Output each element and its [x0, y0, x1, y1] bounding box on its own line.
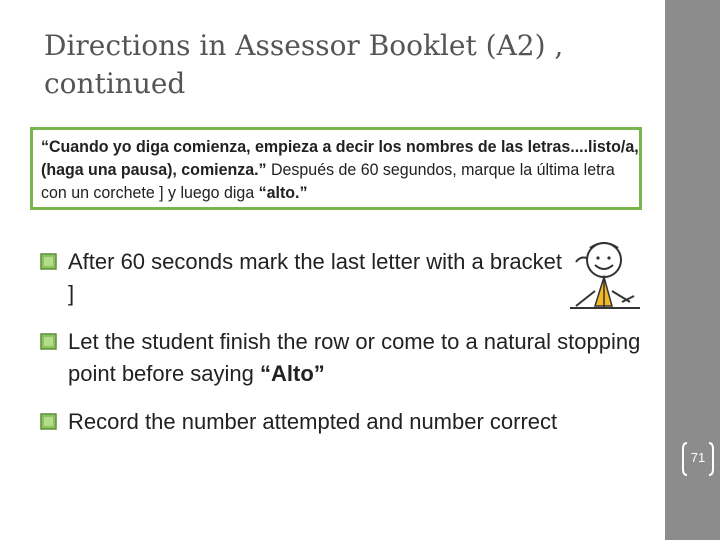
quote-part-2: Después de 60 segundos, marque la última letra con un corchete ] y luego diga	[41, 160, 615, 202]
title-line-1: Directions in Assessor Booklet (A2) ,	[44, 29, 564, 62]
cartoon-student-icon	[562, 236, 642, 318]
bullet-item-3	[40, 406, 588, 438]
spanish-directions-text	[41, 135, 643, 204]
checkbox-bullet-icon	[40, 333, 57, 350]
checkbox-bullet-icon	[40, 413, 57, 430]
bullet-text-3: Record the number attempted and number correct	[68, 409, 558, 434]
quote-alto: “alto.”	[258, 183, 308, 202]
bullet-list	[40, 246, 650, 454]
page-number: 71	[690, 450, 706, 465]
bullet-text-1: After 60 seconds mark the last letter with a bracket ]	[68, 249, 563, 306]
bullet-item-2	[40, 326, 650, 390]
bullet-text-2-bold: “Alto”	[260, 361, 325, 386]
bullet-text-2: Let the student finish the row or come to a natural stopping point before saying	[68, 329, 641, 386]
spanish-directions-box	[30, 127, 642, 210]
title-line-2: continued	[44, 67, 186, 100]
checkbox-bullet-icon	[40, 253, 57, 270]
bullet-item-1	[40, 246, 568, 310]
page-number-badge	[681, 441, 715, 477]
slide-title	[44, 27, 644, 103]
quote-comienza: comienza.”	[181, 160, 267, 179]
quote-part-1: “Cuando yo diga comienza, empieza a decir los nombres de las letras....listo/a, (haga una pausa),	[41, 137, 639, 179]
